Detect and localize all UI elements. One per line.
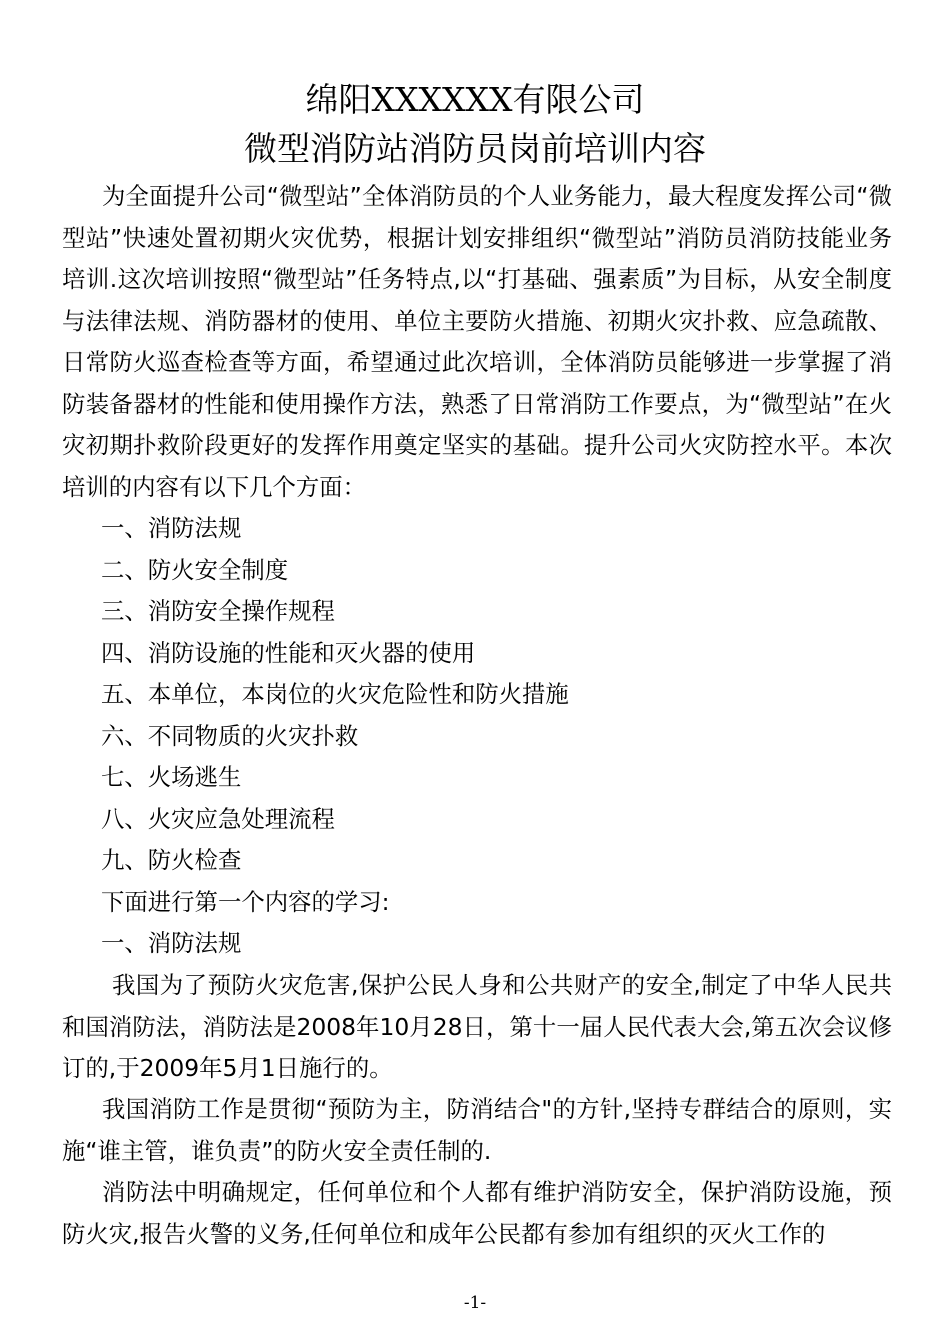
- topic-item: 二、防火安全制度: [101, 556, 289, 584]
- topic-item: 六、不同物质的火灾扑救: [101, 722, 359, 750]
- transition-text: 下面进行第一个内容的学习:: [101, 888, 390, 916]
- paragraph-fire-duty: 消防法中明确规定，任何单位和个人都有维护消防安全，保护消防设施，预防火灾,报告火警的义务,任何单位和成年公民都有参加有组织的灭火工作的: [62, 1178, 892, 1248]
- topic-item: 七、火场逃生: [101, 763, 242, 791]
- paragraph-fire-policy: 我国消防工作是贯彻“预防为主，防消结合"的方针,坚持专群结合的原则，实施“谁主管，谁负责”的防火安全责任制的.: [62, 1095, 892, 1165]
- topic-item: 四、消防设施的性能和灭火器的使用: [101, 639, 476, 667]
- topic-item: 一、消防法规: [101, 514, 242, 542]
- page-number: -1-: [463, 1293, 487, 1313]
- section-heading: 一、消防法规: [101, 929, 242, 957]
- document-title-company: 绵阳XXXXXX有限公司: [305, 80, 645, 119]
- topic-item: 九、防火检查: [101, 846, 242, 874]
- intro-paragraph: 为全面提升公司“微型站”全体消防员的个人业务能力，最大程度发挥公司“微型站”快速处置初期火灾优势，根据计划安排组织“微型站”消防员消防技能业务培训.这次培训按照“微型站”任务特点,以“打基础、强素质”为目标，从安全制度与法律法规、消防器材的使用、单位主要防火措施、初期火灾扑救、应急疏散、日常防火巡查检查等方面，希望通过此次培训，全体消防员能够进一步掌握了消防装备器材的性能和使用操作方法，熟悉了日常消防工作要点，为“微型站”在火灾初期扑救阶段更好的发挥作用奠定坚实的基础。提升公司火灾防控水平。本次培训的内容有以下几个方面：: [62, 182, 892, 501]
- topic-item: 五、本单位，本岗位的火灾危险性和防火措施: [101, 680, 569, 708]
- topic-item: 三、消防安全操作规程: [101, 597, 335, 625]
- paragraph-fire-law: 我国为了预防火灾危害,保护公民人身和公共财产的安全,制定了中华人民共和国消防法，消防法是2008年10月28日，第十一届人民代表大会,第五次会议修订的,于2009年5月1日施行的。: [62, 971, 892, 1082]
- document-title-training: 微型消防站消防员岗前培训内容: [244, 129, 706, 168]
- topic-item: 八、火灾应急处理流程: [101, 805, 335, 833]
